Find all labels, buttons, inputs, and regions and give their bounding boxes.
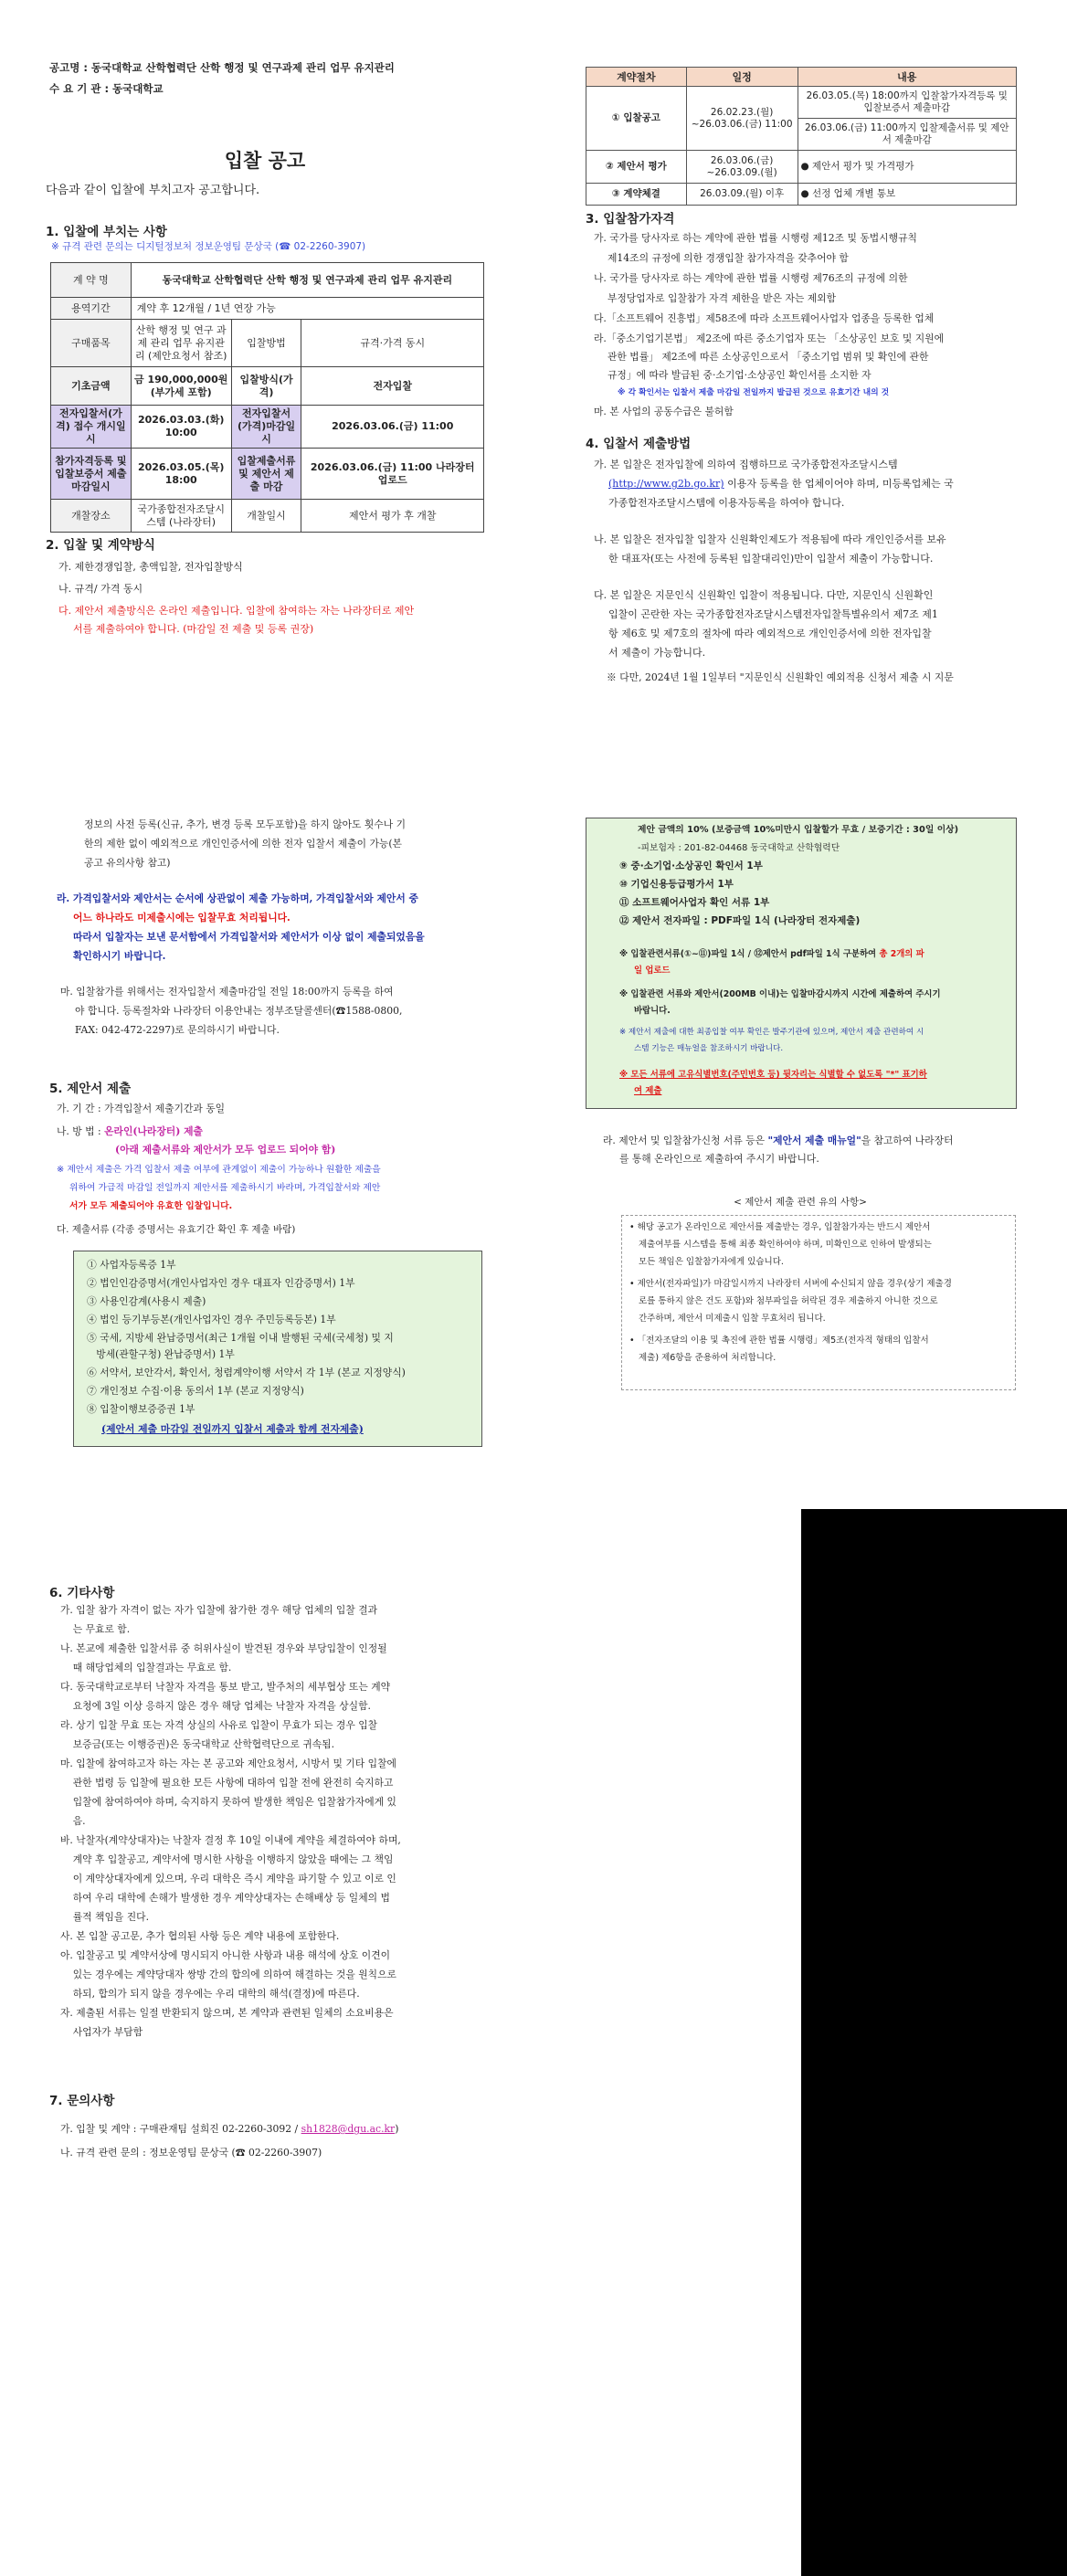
s5-ra-line1: 라. 제안서 및 입찰참가신청 서류 등은 "제안서 제출 매뉴얼"을 참고하여 나라장터 <box>603 1135 954 1146</box>
intro-text: 다음과 같이 입찰에 부치고자 공고합니다. <box>46 184 260 197</box>
s5-ga: 가. 기 간 : 가격입찰서 제출기간과 동일 <box>57 1103 226 1114</box>
item-label: 구매품목 <box>51 320 132 367</box>
s6-line: 가. 입찰 참가 자격이 없는 자가 입찰에 참가한 경우 해당 업체의 입찰 결과 <box>60 1604 378 1616</box>
s5-na-note: (아래 제출서류와 제안서가 모두 업로드 되어야 함) <box>115 1144 336 1156</box>
openbid-label: 개찰일시 <box>231 500 301 533</box>
schedule-date-1: 26.02.23.(월) ~26.03.06.(금) 11:00 <box>686 87 798 151</box>
spec-inquiry-note: ※ 규격 관련 문의는 디지털정보처 정보운영팀 문상국 (☎ 02-2260-3907) <box>51 241 366 252</box>
upload-label: 입찰제출서류 및 제안서 제출 마감 <box>231 449 301 500</box>
s3-l9: ※ 각 확인서는 입찰서 제출 마감일 전일까지 발급된 것으로 유효기간 내의 것 <box>618 388 890 397</box>
doc-3: ③ 사용인감계(사용시 제출) <box>87 1295 206 1307</box>
contact-email-link[interactable]: sh1828@dgu.ac.kr <box>301 2123 396 2135</box>
s6-line: 때 해당업체의 입찰결과는 무효로 함. <box>60 1662 232 1673</box>
submission-docs-box <box>73 1251 482 1447</box>
s4-ra-line2: 어느 하나라도 미제출시에는 입찰무효 처리됩니다. <box>73 912 291 924</box>
notice-box <box>621 1215 1016 1390</box>
s4-da-line1: 다. 본 입찰은 지문인식 신원확인 입찰이 적용됩니다. 다만, 지문인식 신원확인 <box>594 589 934 601</box>
close-value: 2026.03.06.(금) 11:00 <box>301 406 484 449</box>
s6-line: 하되, 합의가 되지 않을 경우에는 우리 대학의 해석(결정)에 따른다. <box>60 1988 360 2000</box>
s4-da-line2: 입찰이 곤란한 자는 국가종합전자조달시스템전자입찰특별유의서 제7조 제1 <box>608 608 938 620</box>
item-value: 산학 행정 및 연구 과제 관리 업무 유지관리 (제안요청서 참조) <box>131 320 231 367</box>
method2-value: 전자입찰 <box>301 367 484 406</box>
s6-line: 음. <box>60 1815 86 1827</box>
docs-footer: (제안서 제출 마감일 전일까지 입찰서 제출과 함께 전자제출) <box>101 1423 364 1435</box>
s2-da-line2: 서를 제출하여야 합니다. (마감일 전 제출 및 등록 권장) <box>73 623 314 635</box>
s3-l2: 제14조의 규정에 의한 경쟁입찰 참가자격을 갖추어야 함 <box>607 252 849 264</box>
g2-note2-line2: 바랍니다. <box>634 1006 671 1016</box>
schedule-date-2: 26.03.06.(금) ~26.03.09.(월) <box>686 151 798 184</box>
s2-na: 나. 규격/ 가격 동시 <box>58 583 143 595</box>
s4-ra-line3: 따라서 입찰자는 보낸 문서함에서 가격입찰서와 제안서가 이상 없이 제출되었음을 <box>73 931 425 943</box>
s5-da: 다. 제출서류 (각종 증명서는 유효기간 확인 후 제출 바람) <box>57 1224 296 1235</box>
s6-line: 요청에 3일 이상 응하지 않은 경우 해당 업체는 낙찰자 자격을 상실함. <box>60 1700 371 1712</box>
notice-bullet-2: • 제안서(전자파일)가 마감일시까지 나라장터 서버에 수신되지 않을 경우(상기 제출경 <box>629 1279 952 1289</box>
s6-line: 입찰에 참여하여야 하며, 숙지하지 못하여 발생한 책임은 입찰참가자에게 있 <box>60 1796 396 1808</box>
schedule-step-1: ① 입찰공고 <box>586 87 687 151</box>
demand-agency: 수 요 기 관 : 동국대학교 <box>49 82 164 95</box>
doc-4: ④ 법인 등기부등본(개인사업자인 경우 주민등록등본) 1부 <box>87 1314 336 1325</box>
open-value: 2026.03.03.(화) 10:00 <box>131 406 231 449</box>
s5-warn-line3: 서가 모두 제출되어야 유효한 입찰입니다. <box>69 1201 233 1211</box>
section-4-heading: 4. 입찰서 제출방법 <box>586 437 692 451</box>
s6-line: 다. 동국대학교로부터 낙찰자 자격을 통보 받고, 발주처의 세부협상 또는 계약 <box>60 1681 391 1693</box>
schedule-header-step: 계약절차 <box>586 68 687 87</box>
submission-docs-box-2 <box>586 818 1017 1109</box>
notice-bullet-3b: 제출) 제6항을 준용하여 처리합니다. <box>639 1353 776 1363</box>
s6-line: 있는 경우에는 계약당대자 쌍방 간의 합의에 의하여 해결하는 것을 원칙으로 <box>60 1969 396 1980</box>
schedule-table <box>586 67 1017 206</box>
s4-ra-line1: 라. 가격입찰서와 제안서는 순서에 상관없이 제출 가능하며, 가격입찰서와 제안서 중 <box>57 892 418 904</box>
doc-6: ⑥ 서약서, 보안각서, 확인서, 청렴계약이행 서약서 각 1부 (본교 지정양식) <box>87 1367 406 1378</box>
section-2-heading: 2. 입찰 및 계약방식 <box>46 538 155 553</box>
s3-l1: 가. 국가를 당사자로 하는 계약에 관한 법률 시행령 제12조 및 동법시행규칙 <box>594 232 917 244</box>
method-value: 규격·가격 동시 <box>301 320 484 367</box>
s7-ga: 가. 입찰 및 계약 : 구매관재팀 설희진 02-2260-3092 / sh1828@dgu.ac.kr) <box>60 2123 399 2135</box>
s4-ra-line4: 확인하시기 바랍니다. <box>73 950 166 962</box>
method2-label: 입찰방식(가격) <box>231 367 301 406</box>
s5-warn-line2: 위하여 가급적 마감일 전일까지 제안서를 제출하시기 바라며, 가격입찰서와 제안 <box>69 1183 381 1193</box>
section-7-heading: 7. 문의사항 <box>49 2094 115 2108</box>
notice-bullet-1: • 해당 공고가 온라인으로 제안서를 제출받는 경우, 입찰참가자는 반드시 제안서 <box>629 1222 931 1232</box>
s6-line: 관한 법령 등 입찰에 필요한 모든 사항에 대하여 입찰 전에 완전히 숙지하고 <box>60 1777 394 1789</box>
notice-bullet-1c: 모든 책임은 입찰참가자에게 있습니다. <box>639 1257 784 1267</box>
schedule-content-3: ● 선정 업체 개별 통보 <box>798 184 1016 206</box>
doc-8: ⑧ 입찰이행보증증권 1부 <box>87 1403 195 1415</box>
doc-1: ① 사업자등록증 1부 <box>87 1259 176 1271</box>
s4-note-line3: 한의 제한 없이 예외적으로 개인인증서에 의한 전자 입찰서 제출이 가능(본 <box>84 838 402 850</box>
g2-note3-line1: ※ 제안서 제출에 대한 최종입찰 여부 확인은 발주기관에 있으며, 제안서 제출 관련하여 시 <box>619 1028 924 1037</box>
s7-na: 나. 규격 관련 문의 : 정보운영팀 문상국 (☎ 02-2260-3907) <box>60 2147 322 2159</box>
s4-ma-line2: 야 합니다. 등록절차와 나라장터 이용안내는 정부조달콜센터(☎1588-0800, <box>75 1005 403 1017</box>
g2-l1: 제안 금액의 10% (보증금액 10%미만시 입찰할가 무효 / 보증기간 : 30일 이상) <box>638 825 959 835</box>
s6-line: 마. 입찰에 참여하고자 하는 자는 본 공고와 제안요청서, 시방서 및 기타 입찰에 <box>60 1758 396 1769</box>
schedule-content-2: ● 제안서 평가 및 가격평가 <box>798 151 1016 184</box>
s5-ra-line2: 를 통해 온라인으로 제출하여 주시기 바랍니다. <box>619 1153 819 1165</box>
s4-na-line1: 나. 본 입찰은 전자입찰 입찰자 신원확인제도가 적용됨에 따라 개인인증서를 보유 <box>594 533 946 545</box>
s3-l3: 나. 국가를 당사자로 하는 계약에 관한 법률 시행령 제76조의 규정에 의한 <box>594 272 908 284</box>
doc-5-cont: 방세(관할구청) 완납증명서) 1부 <box>87 1348 235 1360</box>
notice-bullet-2c: 간주하며, 제안서 미제출시 입찰 무효처리 됩니다. <box>639 1314 826 1324</box>
doc-5: ⑤ 국세, 지방세 완납증명서(최근 1개월 이내 발행된 국세(국세청) 및 지 <box>87 1332 394 1344</box>
contract-label: 계 약 명 <box>51 263 132 298</box>
amount-label: 기초금액 <box>51 367 132 406</box>
schedule-step-3: ③ 계약체결 <box>586 184 687 206</box>
contract-value: 동국대학교 산학협력단 산학 행정 및 연구과제 관리 업무 유지관리 <box>131 263 483 298</box>
schedule-date-3: 26.03.09.(월) 이후 <box>686 184 798 206</box>
s6-list <box>60 1600 499 2042</box>
place-value: 국가종합전자조달시스템 (나라장터) <box>131 500 231 533</box>
page-title: 입찰 공고 <box>224 150 306 172</box>
schedule-content-1a: 26.03.05.(목) 18:00까지 입찰참가자격등록 및 입찰보증서 제출마감 <box>798 87 1016 119</box>
s4-da-line3: 항 제6호 및 제7호의 절차에 따라 예외적으로 개인인증서에 의한 전자입찰 <box>608 628 932 639</box>
section-3-heading: 3. 입찰참가자격 <box>586 212 675 227</box>
s6-line: 보증금(또는 이행증권)은 동국대학교 산학협력단으로 귀속됨. <box>60 1738 335 1750</box>
s4-note-line1: ※ 다만, 2024년 1월 1일부터 "지문인식 신원확인 예외적용 신청서 제출 시 지문 <box>607 671 954 683</box>
g2-l4: ⑩ 기업신용등급평가서 1부 <box>619 879 734 890</box>
schedule-content-1b: 26.03.06.(금) 11:00까지 입찰제출서류 및 제안서 제출마감 <box>798 119 1016 151</box>
g2b-link[interactable]: (http://www.g2b.go.kr) <box>608 478 724 490</box>
s4-ga-line2 <box>608 476 954 491</box>
s4-ga-line2-rest: 이용자 등록을 한 업체이어야 하며, 미등록업체는 국 <box>724 478 954 490</box>
g2-l6: ⑫ 제안서 전자파일 : PDF파일 1식 (나라장터 전자제출) <box>619 915 861 926</box>
method-label: 입찰방법 <box>231 320 301 367</box>
place-label: 개찰장소 <box>51 500 132 533</box>
s4-note-line4: 공고 유의사항 참고) <box>84 857 171 869</box>
notice-box-title: < 제안서 제출 관련 유의 사항> <box>734 1197 867 1208</box>
notice-name: 공고명 : 동국대학교 산학협력단 산학 행정 및 연구과제 관리 업무 유지관리 <box>49 61 395 74</box>
upload-value: 2026.03.06.(금) 11:00 나라장터 업로드 <box>301 449 484 500</box>
g2-note2-line1: ※ 입찰관련 서류와 제안서(200MB 이내)는 입찰마감시까지 시간에 제출하여 주시기 <box>619 989 941 999</box>
notice-bullet-3: • 「전자조달의 이용 및 촉진에 관한 법률 시행령」제5조(전자적 형태의 입찰서 <box>629 1336 929 1346</box>
close-label: 전자입찰서 (가격)마감일시 <box>231 406 301 449</box>
s2-ga: 가. 제한경쟁입찰, 총액입찰, 전자입찰방식 <box>58 561 243 573</box>
schedule-header-content: 내용 <box>798 68 1016 87</box>
section-5-heading: 5. 제안서 제출 <box>49 1082 132 1096</box>
g2-l5: ⑪ 소프트웨어사업자 확인 서류 1부 <box>619 897 770 908</box>
g2-note3-line2: 스템 기능은 매뉴얼을 참조하시기 바랍니다. <box>634 1044 784 1053</box>
s5-online-submit: 온라인(나라장터) 제출 <box>104 1125 203 1137</box>
manual-reference: "제안서 제출 매뉴얼" <box>767 1135 861 1146</box>
section-6-heading: 6. 기타사항 <box>49 1586 115 1600</box>
g2-note1-line2: 일 업로드 <box>634 966 671 976</box>
g2-note4-line1: ※ 모든 서류에 고유식별번호(주민번호 등) 뒷자리는 식별할 수 없도록 "*" 표기하 <box>619 1070 927 1080</box>
s3-l4: 부정당업자로 입찰참가 자격 제한을 받은 자는 제외함 <box>607 292 837 304</box>
s4-ma-line1: 마. 입찰참가를 위해서는 전자입찰서 제출마감일 전일 18:00까지 등록을 하여 <box>60 986 394 998</box>
s4-note-line2: 정보의 사전 등록(신규, 추가, 변경 등록 모두포함)을 하지 않아도 횟수나 기 <box>84 818 407 830</box>
notice-bullet-1b: 제출여부를 시스템을 통해 최종 확인하여야 하며, 미확인으로 인하여 발생되는 <box>639 1240 932 1250</box>
s6-line: 이 계약상대자에게 있으며, 우리 대학은 즉시 계약을 파기할 수 있고 이로 인 <box>60 1873 396 1884</box>
s3-l8: 규정」에 따라 발급된 중·소기업·소상공인 확인서를 소지한 자 <box>607 369 872 381</box>
open-label: 전자입찰서(가격) 접수 개시일시 <box>51 406 132 449</box>
g2-note1-line1: ※ 입찰관련서류(①~⑪)파일 1식 / ⑫제안서 pdf파일 1식 구분하여 총 2개의 파 <box>619 949 924 959</box>
period-label: 용역기간 <box>51 298 132 320</box>
s3-l5: 다.「소프트웨어 진흥법」제58조에 따라 소프트웨어사업자 업종을 등록한 업체 <box>594 312 935 324</box>
s4-ga-line1: 가. 본 입찰은 전자입찰에 의하여 집행하므로 국가종합전자조달시스템 <box>594 459 898 470</box>
s6-line: 자. 제출된 서류는 일절 반환되지 않으며, 본 계약과 관련된 일체의 소요비용은 <box>60 2007 394 2019</box>
s4-ga-line3: 가종합전자조달시스템에 이용자등록을 하여야 합니다. <box>608 497 845 509</box>
s6-line: 계약 후 입찰공고, 계약서에 명시한 사항을 이행하지 않았을 때에는 그 책임 <box>60 1853 394 1865</box>
s3-l6: 라.「중소기업기본법」 제2조에 따른 중소기업자 또는 「소상공인 보호 및 지원에 <box>594 333 945 344</box>
s5-na: 나. 방 법 : 온라인(나라장터) 제출 <box>57 1125 203 1137</box>
g2-note4-line2: 여 제출 <box>634 1086 662 1096</box>
notice-bullet-2b: 로를 통하지 않은 건도 포함)와 첨부파일을 허락된 경우 제출하지 아니한 것으로 <box>639 1296 938 1306</box>
s6-line: 하여 우리 대학에 손해가 발생한 경우 계약상대자는 손해배상 등 일체의 법 <box>60 1892 390 1904</box>
bid-info-table <box>50 262 484 533</box>
s6-line: 사. 본 입찰 공고문, 추가 협의된 사항 등은 계약 내용에 포함한다. <box>60 1930 340 1942</box>
s4-ma-line3: FAX: 042-472-2297)로 문의하시기 바랍니다. <box>75 1024 280 1036</box>
s6-line: 라. 상기 입찰 무효 또는 자격 상실의 사유로 입찰이 무효가 되는 경우 입찰 <box>60 1719 378 1731</box>
doc-2: ② 법인인감증명서(개인사업자인 경우 대표자 인감증명서) 1부 <box>87 1277 355 1289</box>
section-1-heading: 1. 입찰에 부치는 사항 <box>46 225 167 239</box>
registration-value: 2026.03.05.(목) 18:00 <box>131 449 231 500</box>
s4-na-line2: 한 대표자(또는 사전에 등록된 입찰대리인)만이 입찰서 제출이 가능합니다. <box>608 553 934 565</box>
s3-l7: 관한 법률」 제2조에 따른 소상공인으로서 「중소기업 범위 및 확인에 관한 <box>607 351 929 363</box>
g2-l2: -피보험자 : 201-82-04468 동국대학교 산학협력단 <box>638 843 840 853</box>
s5-warn-line1: ※ 제안서 제출은 가격 입찰서 제출 여부에 관계없이 제출이 가능하나 원활한 제출을 <box>57 1165 381 1175</box>
s3-l10: 마. 본 사업의 공동수급은 불허함 <box>594 406 734 417</box>
amount-value: 금 190,000,000원 (부가세 포함) <box>131 367 231 406</box>
s6-line: 사업자가 부담함 <box>60 2026 143 2038</box>
g2-l3: ⑨ 중·소기업·소상공인 확인서 1부 <box>619 860 763 871</box>
s6-line: 는 무효로 함. <box>60 1623 131 1635</box>
blank-black-area <box>801 1509 1067 2576</box>
s2-da-line1: 다. 제안서 제출방식은 온라인 제출입니다. 입찰에 참여하는 자는 나라장터로 제안 <box>58 605 415 617</box>
doc-7: ⑦ 개인정보 수집·이용 동의서 1부 (본교 지정양식) <box>87 1385 304 1397</box>
schedule-step-2: ② 제안서 평가 <box>586 151 687 184</box>
openbid-value: 제안서 평가 후 개찰 <box>301 500 484 533</box>
s6-line: 바. 낙찰자(계약상대자)는 낙찰자 결정 후 10일 이내에 계약을 체결하여야 하며, <box>60 1834 401 1846</box>
period-value: 계약 후 12개월 / 1년 연장 가능 <box>131 298 483 320</box>
schedule-header-date: 일정 <box>686 68 798 87</box>
registration-label: 참가자격등록 및 입찰보증서 제출 마감일시 <box>51 449 132 500</box>
s6-line: 아. 입찰공고 및 계약서상에 명시되지 아니한 사항과 내용 해석에 상호 이견이 <box>60 1949 391 1961</box>
s6-line: 률적 책임을 진다. <box>60 1911 150 1923</box>
s6-line: 나. 본교에 제출한 입찰서류 중 허위사실이 발견된 경우와 부당입찰이 인정될 <box>60 1642 387 1654</box>
s4-da-line4: 서 제출이 가능합니다. <box>608 647 706 659</box>
